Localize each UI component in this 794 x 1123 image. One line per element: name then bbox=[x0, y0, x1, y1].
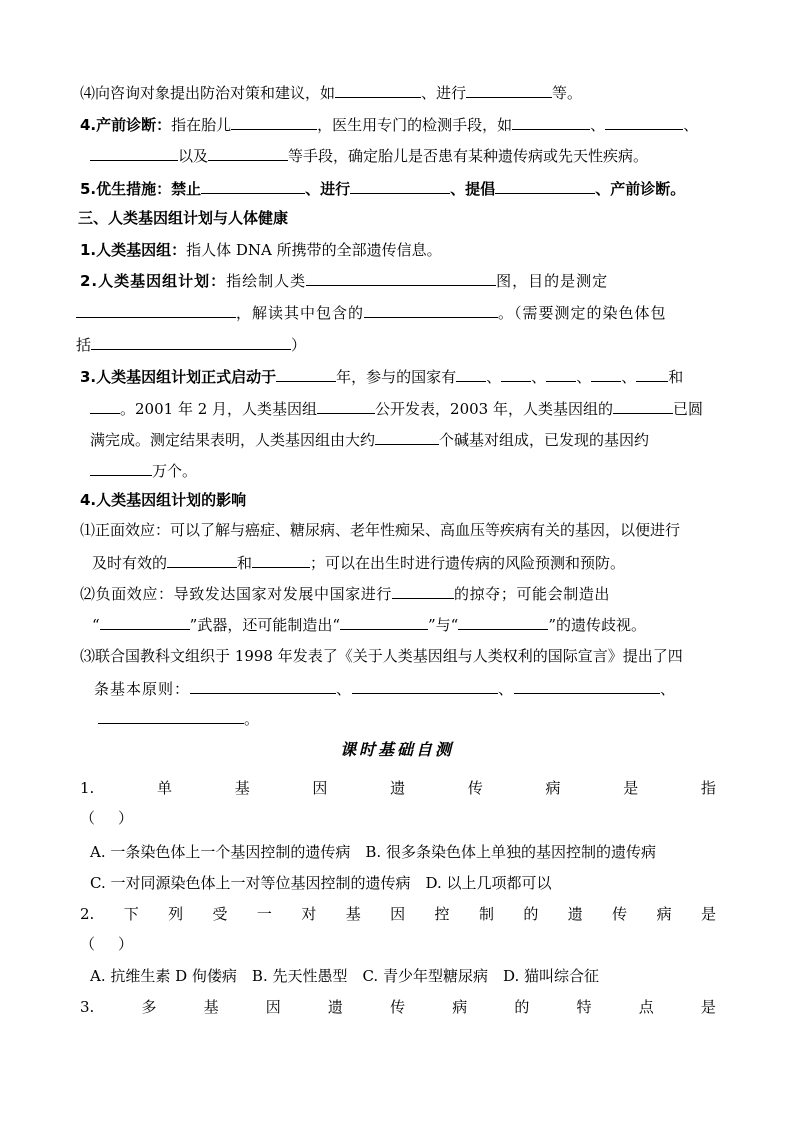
item-genome-project: 2.人类基因组计划：指绘制人类 图，目的是测定 bbox=[80, 272, 609, 290]
fill-blank[interactable] bbox=[466, 82, 552, 98]
fill-blank[interactable] bbox=[231, 114, 317, 130]
option-d[interactable]: D. 以上几项都可以 bbox=[425, 874, 552, 892]
item-project-start-cont3: 万个。 bbox=[90, 460, 197, 481]
question-1-options-ab bbox=[90, 842, 656, 862]
fill-blank[interactable] bbox=[458, 614, 548, 630]
fill-blank[interactable] bbox=[636, 366, 668, 382]
fill-blank[interactable] bbox=[340, 614, 428, 630]
fill-blank[interactable] bbox=[252, 552, 310, 568]
impact-positive: ⑴正面效应：可以了解与癌症、糖尿病、老年性痴呆、高血压等疾病有关的基因，以便进行 bbox=[80, 521, 681, 539]
fill-blank[interactable] bbox=[167, 552, 237, 568]
item-project-start-cont2: 满完成。测定结果表明，人类基因组由大约 个碱基对组成，已发现的基因约 bbox=[90, 431, 650, 449]
item-project-impact-title: 4.人类基因组计划的影响 bbox=[80, 491, 247, 509]
fill-blank[interactable] bbox=[605, 114, 683, 130]
fill-blank[interactable] bbox=[317, 398, 375, 414]
question-1-options-cd bbox=[90, 873, 552, 893]
fill-blank[interactable] bbox=[98, 708, 244, 724]
option-c[interactable]: C. 一对同源染色体上一对等位基因控制的遗传病 bbox=[90, 874, 411, 892]
fill-blank[interactable] bbox=[90, 398, 120, 414]
fill-blank[interactable] bbox=[90, 460, 152, 476]
fill-blank[interactable] bbox=[501, 366, 531, 382]
option-a[interactable]: A. 一条染色体上一个基因控制的遗传病 bbox=[90, 843, 351, 861]
fill-blank[interactable] bbox=[100, 614, 190, 630]
fill-blank[interactable] bbox=[512, 114, 590, 130]
impact-positive-cont: 及时有效的 和 ；可以在出生时进行遗传病的风险预测和预防。 bbox=[92, 554, 626, 572]
fill-blank[interactable] bbox=[375, 429, 439, 445]
fill-blank[interactable] bbox=[76, 302, 236, 318]
fill-blank[interactable] bbox=[208, 145, 288, 161]
impact-un-declaration-cont2: 。 bbox=[98, 708, 259, 729]
fill-blank[interactable] bbox=[190, 678, 336, 694]
fill-blank[interactable] bbox=[514, 678, 660, 694]
item-genome-project-cont: ，解读其中包含的 。（需要测定的染色体包 bbox=[76, 302, 667, 323]
impact-negative: ⑵负面效应：导致发达国家对发展中国家进行 的掠夺；可能会制造出 bbox=[80, 585, 611, 603]
question-2-options[interactable]: A. 抗维生素 D 佝偻病 B. 先天性愚型 C. 青少年型糖尿病 D. 猫叫综合征 bbox=[90, 967, 599, 985]
section-title: 三、人类基因组计划与人体健康 bbox=[78, 209, 289, 227]
fill-blank[interactable] bbox=[276, 366, 336, 382]
item-project-start: 3.人类基因组计划正式启动于 年，参与的国家有 、 、 、 、 和 bbox=[80, 368, 684, 386]
quiz-title: 课时基础自测 bbox=[339, 740, 454, 759]
impact-un-declaration: ⑶联合国教科文组织于 1998 年发表了《关于人类基因组与人类权利的国际宣言》提出了四 bbox=[80, 647, 683, 665]
item-prenatal-diagnosis-cont: 以及 等手段，确定胎儿是否患有某种遗传病或先天性疾病。 bbox=[90, 145, 648, 166]
impact-un-declaration-cont: 条基本原则： 、 、 、 bbox=[94, 680, 677, 698]
fill-blank[interactable] bbox=[306, 270, 496, 286]
fill-blank[interactable] bbox=[352, 678, 498, 694]
option-b[interactable]: B. 很多条染色体上单独的基因控制的遗传病 bbox=[365, 843, 656, 861]
fill-blank[interactable] bbox=[392, 583, 454, 599]
fill-blank[interactable] bbox=[335, 82, 421, 98]
question-3: 3. 多 基 因 遗 传 病 的 特 点 是 bbox=[80, 998, 716, 1016]
item-genome-project-cont2: 括 ） bbox=[76, 336, 307, 354]
item-human-genome: 1.人类基因组：指人体 DNA 所携带的全部遗传信息。 bbox=[80, 241, 442, 259]
question-1: 1. 单 基 因 遗 传 病 是 指 bbox=[80, 779, 716, 797]
item-eugenics-measures: 5.优生措施：禁止 、进行 、提倡 、产前诊断。 bbox=[80, 180, 686, 198]
fill-blank[interactable] bbox=[90, 145, 178, 161]
answer-paren[interactable]: （ ） bbox=[80, 935, 138, 953]
item-project-start-cont: 。2001 年 2 月，人类基因组 公开发表，2003 年，人类基因组的 已圆 bbox=[90, 398, 703, 419]
fill-blank[interactable] bbox=[364, 302, 498, 318]
impact-negative-cont: “ ”武器，还可能制造出“ ”与“ ”的遗传歧视。 bbox=[92, 616, 647, 634]
fill-blank[interactable] bbox=[613, 398, 673, 414]
fill-blank[interactable] bbox=[591, 366, 621, 382]
answer-paren[interactable]: （ ） bbox=[80, 809, 138, 827]
item-prenatal-diagnosis: 4.产前诊断：指在胎儿 ，医生用专门的检测手段，如 、 、 bbox=[80, 116, 699, 134]
question-2: 2. 下 列 受 一 对 基 因 控 制 的 遗 传 病 是 bbox=[80, 905, 716, 923]
fill-blank[interactable] bbox=[350, 178, 450, 194]
fill-blank[interactable] bbox=[456, 366, 486, 382]
fill-blank[interactable] bbox=[495, 178, 595, 194]
fill-blank[interactable] bbox=[201, 178, 305, 194]
fill-blank[interactable] bbox=[546, 366, 576, 382]
fill-blank[interactable] bbox=[91, 334, 291, 350]
item-consult-advice: ⑷向咨询对象提出防治对策和建议，如 、进行 等。 bbox=[80, 84, 583, 102]
